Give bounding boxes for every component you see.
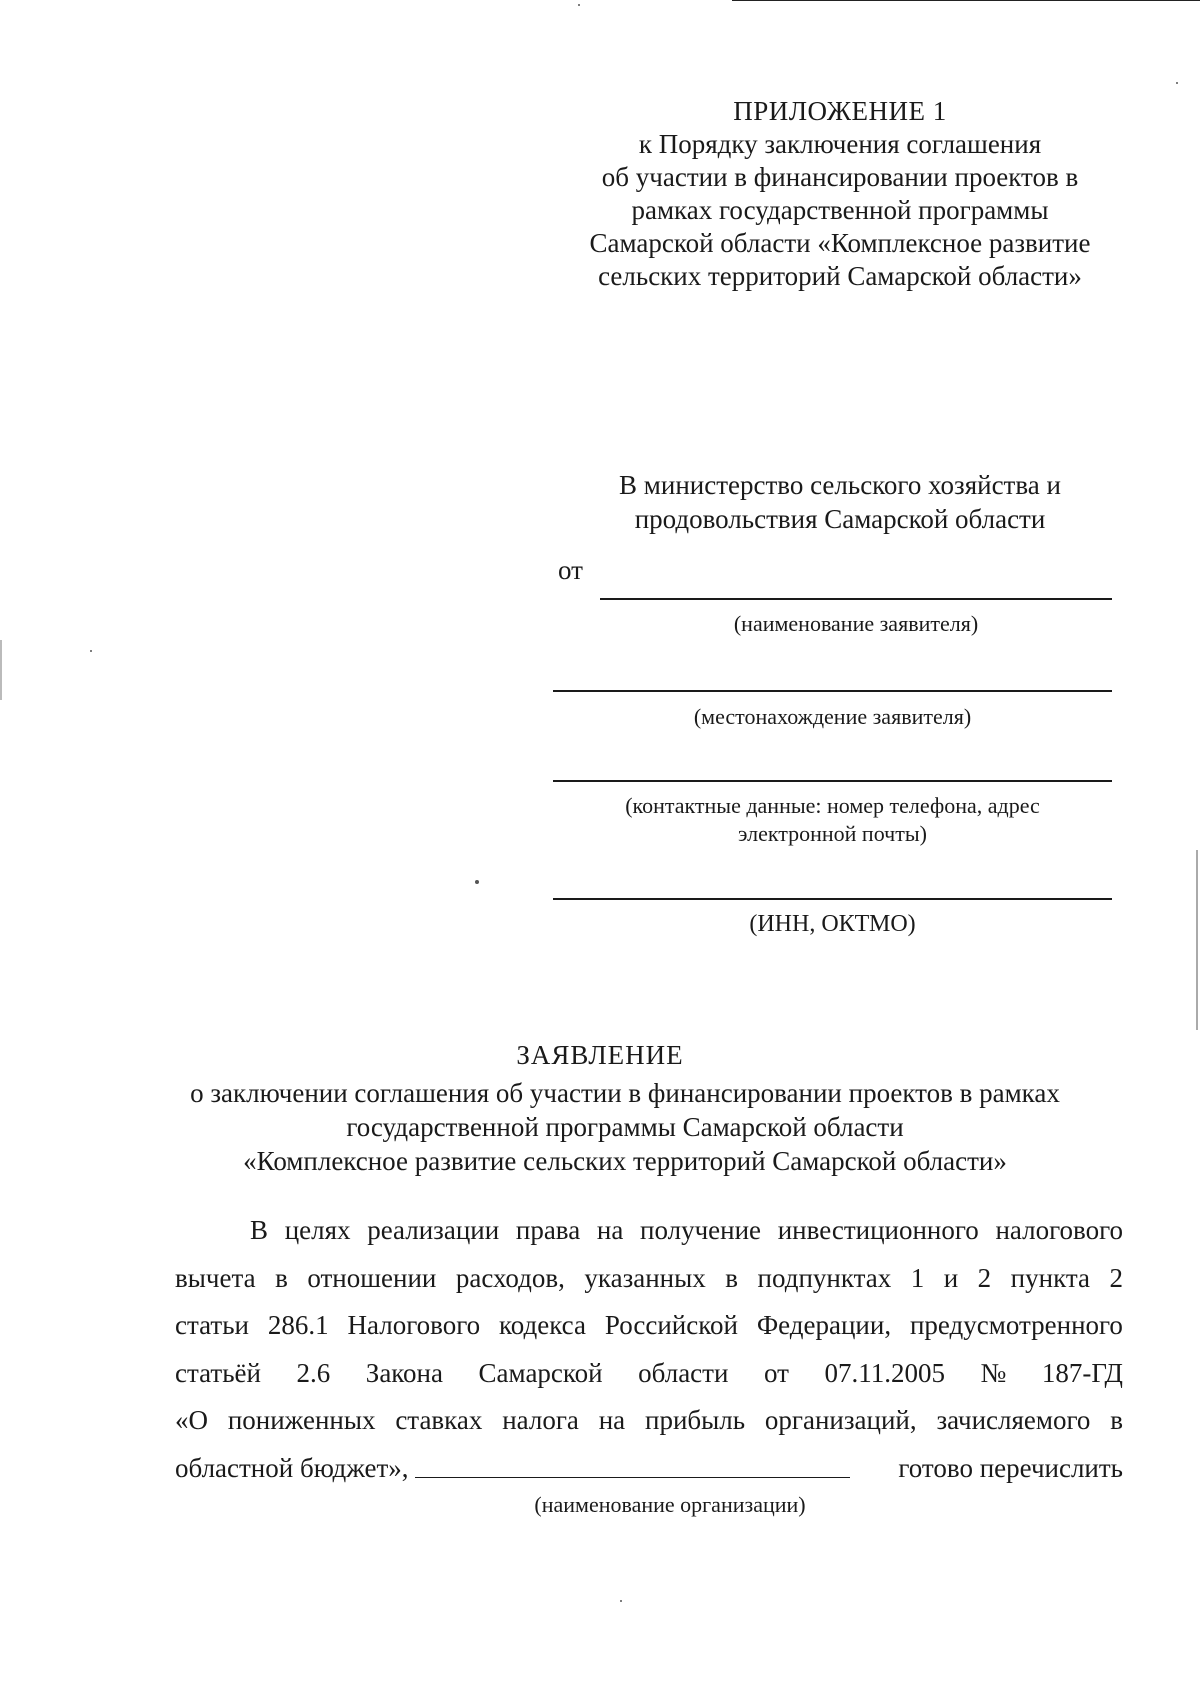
appendix-title: ПРИЛОЖЕНИЕ 1 — [733, 96, 947, 126]
body-word: Налогового — [347, 1310, 481, 1340]
body-word: на — [596, 1215, 624, 1245]
applicant-tax-field[interactable] — [553, 898, 1112, 900]
applicant-contacts-field[interactable] — [553, 780, 1112, 782]
body-word: реализации — [367, 1215, 500, 1245]
appendix-header — [560, 95, 1120, 293]
body-word: 2.6 — [296, 1358, 331, 1388]
body-word: кодекса — [499, 1310, 586, 1340]
organization-name-field[interactable] — [415, 1477, 850, 1479]
body-word: в — [725, 1263, 739, 1293]
body-text: областной бюджет», — [175, 1453, 409, 1483]
body-word: целях — [284, 1215, 351, 1245]
applicant-location-field[interactable] — [553, 690, 1112, 692]
left-scan-edge — [0, 640, 2, 700]
body-word: подпунктах — [757, 1263, 892, 1293]
organization-name-caption: (наименование организации) — [534, 1492, 806, 1517]
applicant-tax-caption: (ИНН, ОКТМО) — [749, 911, 916, 937]
scan-speck — [475, 880, 479, 884]
body-word: в — [275, 1263, 288, 1293]
scan-speck — [578, 4, 580, 6]
appendix-line: об участии в финансировании проектов в — [601, 162, 1079, 192]
body-word: отношении — [307, 1263, 437, 1293]
body-word: области — [638, 1358, 729, 1388]
body-word: 1 — [910, 1263, 925, 1293]
body-word: вычета — [175, 1263, 256, 1293]
subtitle-line: государственной программы Самарской области — [346, 1112, 904, 1142]
body-word: Российской — [604, 1310, 738, 1340]
body-word: В — [250, 1215, 269, 1245]
body-word: Закона — [365, 1358, 443, 1388]
applicant-location-caption: (местонахождение заявителя) — [693, 704, 972, 729]
body-word: права — [515, 1215, 581, 1245]
body-word: ставках — [395, 1405, 483, 1435]
body-word: прибыль — [645, 1405, 746, 1435]
body-word: организаций, — [764, 1405, 917, 1435]
body-word: статьи — [175, 1310, 249, 1340]
appendix-line: к Порядку заключения соглашения — [638, 129, 1042, 159]
applicant-name-caption: (наименование заявителя) — [733, 611, 979, 636]
appendix-line: сельских территорий Самарской области» — [598, 261, 1082, 291]
body-word: и — [943, 1263, 959, 1293]
statement-title: ЗАЯВЛЕНИЕ — [516, 1040, 684, 1070]
statement-body-last-line — [175, 1453, 1123, 1484]
body-text: готово перечислить — [898, 1453, 1123, 1483]
body-word: 187-ГД — [1041, 1358, 1123, 1388]
body-word: 07.11.2005 — [824, 1358, 945, 1388]
caption-line: (контактные данные: номер телефона, адрес — [625, 793, 1040, 818]
applicant-name-field[interactable] — [600, 598, 1112, 600]
body-word: расходов, — [455, 1263, 565, 1293]
body-word: статьёй — [175, 1358, 261, 1388]
subtitle-line: «Комплексное развитие сельских территорий Самарской области» — [243, 1146, 1007, 1176]
applicant-contacts-caption — [553, 792, 1112, 848]
body-line — [175, 1263, 1123, 1294]
statement-subtitle — [150, 1076, 1100, 1178]
body-word: получение — [640, 1215, 762, 1245]
body-word: инвестиционного — [777, 1215, 979, 1245]
body-line — [175, 1405, 1123, 1436]
recipient-line: В министерство сельского хозяйства и — [619, 470, 1061, 500]
subtitle-line: о заключении соглашения об участии в финансировании проектов в рамках — [190, 1078, 1060, 1108]
right-scan-edge — [1196, 850, 1198, 1030]
body-word: на — [598, 1405, 626, 1435]
caption-line: электронной почты) — [738, 821, 927, 846]
body-word: 286.1 — [267, 1310, 329, 1340]
scan-speck — [90, 650, 92, 652]
body-line — [175, 1358, 1123, 1389]
body-word: налога — [502, 1405, 579, 1435]
body-word: пункта — [1010, 1263, 1090, 1293]
body-word: «О — [175, 1405, 208, 1435]
body-word: налогового — [995, 1215, 1123, 1245]
body-word: предусмотренного — [909, 1310, 1123, 1340]
body-word: от — [763, 1358, 789, 1388]
top-border-line — [732, 0, 1200, 1]
appendix-line: рамках государственной программы — [631, 195, 1049, 225]
recipient-line: продовольствия Самарской области — [634, 504, 1046, 534]
recipient-block — [560, 468, 1120, 536]
body-word: Самарской — [478, 1358, 603, 1388]
body-word: 2 — [1109, 1263, 1123, 1293]
body-line — [250, 1215, 1123, 1246]
body-word: пониженных — [227, 1405, 376, 1435]
body-word: указанных — [584, 1263, 706, 1293]
from-label: от — [558, 555, 583, 585]
scan-speck — [620, 1600, 622, 1602]
body-line — [175, 1310, 1123, 1341]
body-word: 2 — [977, 1263, 992, 1293]
body-word: Федерации, — [756, 1310, 892, 1340]
body-word: № — [980, 1358, 1007, 1388]
scan-speck — [1176, 82, 1178, 84]
body-word: зачисляемого — [936, 1405, 1091, 1435]
body-word: в — [1110, 1405, 1123, 1435]
appendix-line: Самарской области «Комплексное развитие — [589, 228, 1091, 258]
